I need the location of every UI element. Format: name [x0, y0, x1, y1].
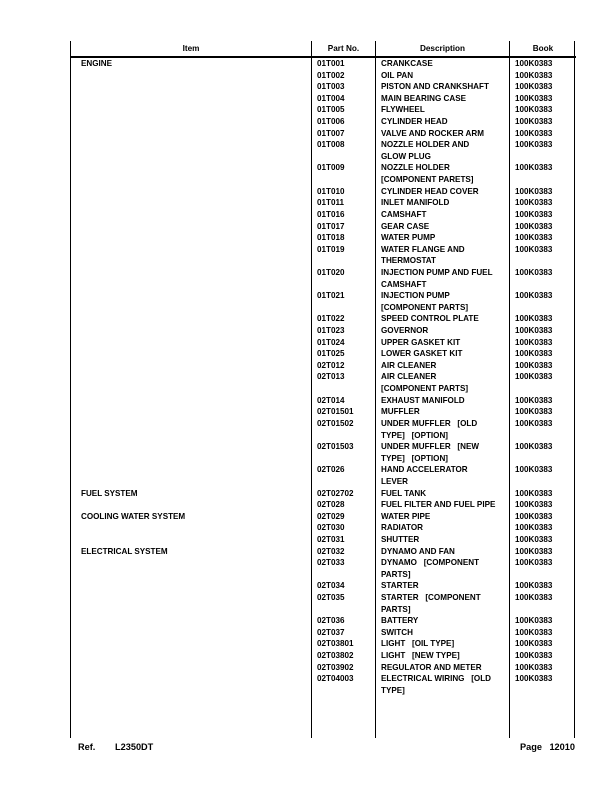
table-row — [71, 290, 576, 302]
footer-page-number: 12010 — [549, 742, 575, 752]
footer-model: L2350DT — [115, 742, 154, 752]
cell-part-no: 01T025 — [317, 349, 345, 359]
table-row — [71, 511, 576, 523]
cell-item: ELECTRICAL SYSTEM — [81, 546, 168, 556]
cell-book: 100K0383 — [515, 395, 553, 405]
cell-part-no: 01T004 — [317, 93, 345, 103]
cell-book: 100K0383 — [515, 128, 553, 138]
cell-part-no: 02T026 — [317, 465, 345, 475]
cell-description: TYPE] [OPTION] — [381, 453, 448, 463]
cell-book: 100K0383 — [515, 349, 553, 359]
table-body — [71, 58, 576, 697]
cell-book: 100K0383 — [515, 581, 553, 591]
cell-description: NOZZLE HOLDER AND — [381, 140, 470, 150]
cell-part-no: 02T03902 — [317, 662, 354, 672]
cell-description: GOVERNOR — [381, 326, 429, 336]
cell-description: INJECTION PUMP — [381, 291, 450, 301]
parts-table — [70, 41, 575, 738]
table-row — [71, 395, 576, 407]
cell-description: CYLINDER HEAD — [381, 117, 448, 127]
cell-book: 100K0383 — [515, 93, 553, 103]
cell-description: STARTER — [381, 581, 419, 591]
cell-book: 100K0383 — [515, 70, 553, 80]
table-row — [71, 128, 576, 140]
cell-part-no: 02T031 — [317, 534, 345, 544]
cell-book: 100K0383 — [515, 674, 553, 684]
cell-description: FUEL FILTER AND FUEL PIPE — [381, 500, 496, 510]
cell-description: GEAR CASE — [381, 221, 430, 231]
footer-page-label: Page — [520, 742, 542, 752]
table-row — [71, 441, 576, 453]
cell-description: LIGHT [OIL TYPE] — [381, 639, 455, 649]
cell-description: ELECTRICAL WIRING [OLD — [381, 674, 492, 684]
cell-description: LIGHT [NEW TYPE] — [381, 651, 460, 661]
cell-description: NOZZLE HOLDER — [381, 163, 450, 173]
cell-book: 100K0383 — [515, 651, 553, 661]
cell-description: TYPE] [OPTION] — [381, 430, 448, 440]
cell-description: BATTERY — [381, 616, 419, 626]
table-row — [71, 279, 576, 291]
cell-item: ENGINE — [81, 59, 113, 68]
cell-description: HAND ACCELERATOR — [381, 465, 468, 475]
cell-part-no: 02T013 — [317, 372, 345, 382]
table-row — [71, 557, 576, 569]
cell-description: SWITCH — [381, 627, 413, 637]
cell-part-no: 02T033 — [317, 558, 345, 568]
cell-part-no: 02T035 — [317, 593, 345, 603]
cell-part-no: 02T030 — [317, 523, 345, 533]
table-row — [71, 313, 576, 325]
table-row — [71, 325, 576, 337]
cell-description: AIR CLEANER — [381, 360, 437, 370]
table-row — [71, 615, 576, 627]
cell-book: 100K0383 — [515, 511, 553, 521]
cell-part-no: 02T012 — [317, 360, 345, 370]
cell-book: 100K0383 — [515, 198, 553, 208]
cell-part-no: 01T008 — [317, 140, 345, 150]
cell-book: 100K0383 — [515, 488, 553, 498]
column-header-book: Book — [532, 44, 554, 53]
cell-book: 100K0383 — [515, 186, 553, 196]
cell-description: [COMPONENT PARTS] — [381, 384, 469, 394]
cell-book: 100K0383 — [515, 500, 553, 510]
cell-book: 100K0383 — [515, 407, 553, 417]
cell-description: LOWER GASKET KIT — [381, 349, 463, 359]
cell-part-no: 01T005 — [317, 105, 345, 115]
cell-description: FUEL TANK — [381, 488, 427, 498]
cell-part-no: 01T001 — [317, 59, 345, 68]
cell-description: INLET MANIFOLD — [381, 198, 450, 208]
cell-book: 100K0383 — [515, 639, 553, 649]
cell-description: REGULATOR AND METER — [381, 662, 482, 672]
table-row — [71, 255, 576, 267]
cell-part-no: 02T02702 — [317, 488, 354, 498]
cell-part-no: 02T014 — [317, 395, 345, 405]
table-row — [71, 662, 576, 674]
cell-description: PISTON AND CRANKSHAFT — [381, 82, 489, 92]
cell-part-no: 02T03801 — [317, 639, 354, 649]
cell-book: 100K0383 — [515, 558, 553, 568]
cell-book: 100K0383 — [515, 418, 553, 428]
table-row — [71, 488, 576, 500]
table-row — [71, 604, 576, 616]
cell-description: MAIN BEARING CASE — [381, 93, 466, 103]
table-row — [71, 93, 576, 105]
table-row — [71, 267, 576, 279]
cell-book: 100K0383 — [515, 465, 553, 475]
cell-description: WATER FLANGE AND — [381, 244, 465, 254]
table-row — [71, 337, 576, 349]
table-row — [71, 174, 576, 186]
cell-book: 100K0383 — [515, 314, 553, 324]
cell-book: 100K0383 — [515, 546, 553, 556]
table-row — [71, 522, 576, 534]
cell-part-no: 01T003 — [317, 82, 345, 92]
cell-part-no: 01T011 — [317, 198, 345, 208]
cell-description: CAMSHAFT — [381, 209, 427, 219]
footer-ref-label: Ref. — [78, 742, 96, 752]
table-row — [71, 58, 576, 70]
cell-description: CYLINDER HEAD COVER — [381, 186, 479, 196]
cell-description: SHUTTER — [381, 534, 420, 544]
cell-part-no: 02T029 — [317, 511, 345, 521]
cell-description: PARTS] — [381, 569, 411, 579]
cell-part-no: 02T034 — [317, 581, 345, 591]
cell-description: SPEED CONTROL PLATE — [381, 314, 479, 324]
table-row — [71, 209, 576, 221]
cell-description: DYNAMO [COMPONENT — [381, 558, 480, 568]
cell-book: 100K0383 — [515, 326, 553, 336]
table-row — [71, 232, 576, 244]
cell-book: 100K0383 — [515, 163, 553, 173]
cell-book: 100K0383 — [515, 244, 553, 254]
cell-book: 100K0383 — [515, 442, 553, 452]
table-row — [71, 70, 576, 82]
table-row — [71, 197, 576, 209]
table-row — [71, 81, 576, 93]
cell-part-no: 01T019 — [317, 244, 345, 254]
cell-book: 100K0383 — [515, 221, 553, 231]
column-header-description: Description — [419, 44, 466, 53]
table-row — [71, 418, 576, 430]
cell-book: 100K0383 — [515, 372, 553, 382]
cell-description: WATER PIPE — [381, 511, 431, 521]
table-row — [71, 453, 576, 465]
table-row — [71, 104, 576, 116]
cell-book: 100K0383 — [515, 209, 553, 219]
table-row — [71, 685, 576, 697]
cell-item: COOLING WATER SYSTEM — [81, 511, 186, 521]
cell-book: 100K0383 — [515, 117, 553, 127]
cell-item: FUEL SYSTEM — [81, 488, 138, 498]
cell-part-no: 01T021 — [317, 291, 345, 301]
cell-description: WATER PUMP — [381, 233, 436, 243]
cell-description: UNDER MUFFLER [NEW — [381, 442, 480, 452]
cell-part-no: 02T01501 — [317, 407, 354, 417]
table-row — [71, 430, 576, 442]
cell-book: 100K0383 — [515, 82, 553, 92]
table-row — [71, 580, 576, 592]
cell-part-no: 02T028 — [317, 500, 345, 510]
cell-part-no: 01T007 — [317, 128, 345, 138]
table-row — [71, 650, 576, 662]
cell-description: MUFFLER — [381, 407, 420, 417]
cell-description: UPPER GASKET KIT — [381, 337, 461, 347]
table-row — [71, 569, 576, 581]
table-row — [71, 406, 576, 418]
cell-part-no: 01T018 — [317, 233, 345, 243]
cell-book: 100K0383 — [515, 59, 553, 68]
cell-book: 100K0383 — [515, 233, 553, 243]
cell-part-no: 01T023 — [317, 326, 345, 336]
cell-book: 100K0383 — [515, 534, 553, 544]
cell-description: TYPE] — [381, 685, 405, 695]
cell-description: UNDER MUFFLER [OLD — [381, 418, 478, 428]
table-row — [71, 673, 576, 685]
cell-part-no: 02T037 — [317, 627, 345, 637]
cell-book: 100K0383 — [515, 291, 553, 301]
cell-book: 100K0383 — [515, 140, 553, 150]
table-row — [71, 244, 576, 256]
cell-part-no: 01T009 — [317, 163, 345, 173]
cell-part-no: 02T04003 — [317, 674, 354, 684]
cell-description: CRANKCASE — [381, 59, 433, 68]
table-row — [71, 627, 576, 639]
cell-book: 100K0383 — [515, 267, 553, 277]
cell-part-no: 01T020 — [317, 267, 345, 277]
table-row — [71, 499, 576, 511]
cell-book: 100K0383 — [515, 105, 553, 115]
cell-book: 100K0383 — [515, 337, 553, 347]
cell-description: RADIATOR — [381, 523, 423, 533]
table-row — [71, 221, 576, 233]
table-row — [71, 546, 576, 558]
cell-book: 100K0383 — [515, 616, 553, 626]
cell-part-no: 02T032 — [317, 546, 345, 556]
table-row — [71, 151, 576, 163]
cell-description: STARTER [COMPONENT — [381, 593, 481, 603]
table-row — [71, 139, 576, 151]
cell-description: CAMSHAFT — [381, 279, 427, 289]
table-row — [71, 464, 576, 476]
table-row — [71, 162, 576, 174]
table-row — [71, 383, 576, 395]
cell-part-no: 01T002 — [317, 70, 345, 80]
cell-description: PARTS] — [381, 604, 411, 614]
cell-part-no: 01T017 — [317, 221, 345, 231]
cell-book: 100K0383 — [515, 593, 553, 603]
column-header-part-no: Part No. — [327, 44, 360, 53]
cell-description: THERMOSTAT — [381, 256, 436, 266]
cell-part-no: 02T03802 — [317, 651, 354, 661]
table-row — [71, 638, 576, 650]
table-row — [71, 476, 576, 488]
column-header-item: Item — [182, 44, 200, 53]
cell-book: 100K0383 — [515, 662, 553, 672]
cell-description: AIR CLEANER — [381, 372, 437, 382]
table-row — [71, 348, 576, 360]
table-row — [71, 360, 576, 372]
cell-part-no: 02T01502 — [317, 418, 354, 428]
cell-description: GLOW PLUG — [381, 151, 431, 161]
table-row — [71, 186, 576, 198]
cell-description: [COMPONENT PARTS] — [381, 302, 469, 312]
cell-description: OIL PAN — [381, 70, 414, 80]
cell-description: INJECTION PUMP AND FUEL — [381, 267, 493, 277]
cell-description: EXHAUST MANIFOLD — [381, 395, 465, 405]
cell-part-no: 01T022 — [317, 314, 345, 324]
table-row — [71, 371, 576, 383]
cell-part-no: 01T024 — [317, 337, 345, 347]
table-row — [71, 116, 576, 128]
cell-book: 100K0383 — [515, 360, 553, 370]
page-footer — [70, 740, 575, 756]
cell-description: [COMPONENT PARETS] — [381, 175, 474, 185]
cell-part-no: 01T016 — [317, 209, 345, 219]
table-row — [71, 302, 576, 314]
table-row — [71, 534, 576, 546]
cell-description: VALVE AND ROCKER ARM — [381, 128, 484, 138]
cell-book: 100K0383 — [515, 523, 553, 533]
cell-description: DYNAMO AND FAN — [381, 546, 455, 556]
cell-description: LEVER — [381, 476, 408, 486]
table-row — [71, 592, 576, 604]
cell-part-no: 02T036 — [317, 616, 345, 626]
cell-description: FLYWHEEL — [381, 105, 425, 115]
cell-part-no: 02T01503 — [317, 442, 354, 452]
cell-part-no: 01T010 — [317, 186, 345, 196]
cell-book: 100K0383 — [515, 627, 553, 637]
cell-part-no: 01T006 — [317, 117, 345, 127]
